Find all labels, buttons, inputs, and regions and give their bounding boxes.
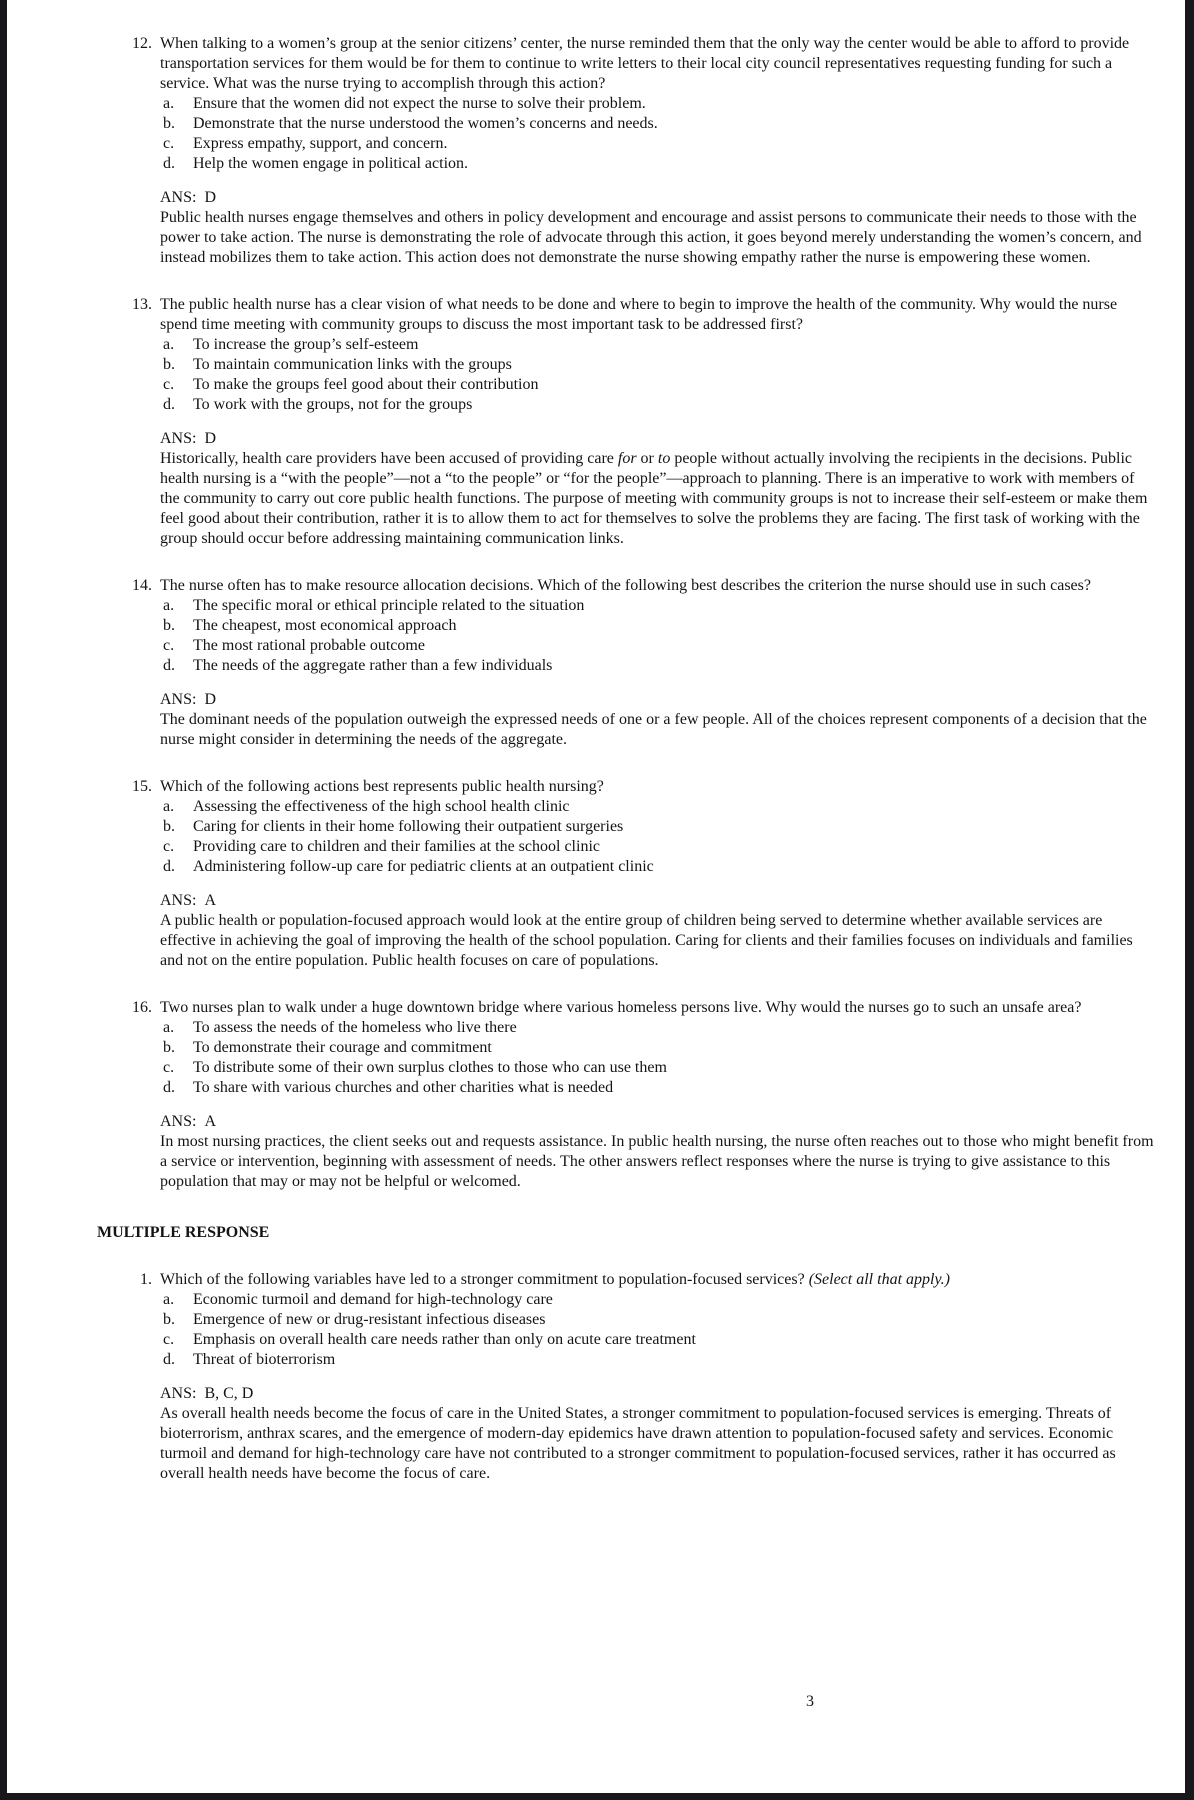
- option-letter: c.: [163, 637, 175, 654]
- option-letter: c.: [163, 1331, 175, 1348]
- question-number: 13.: [132, 296, 152, 313]
- option-text: Assessing the effectiveness of the high school health clinic: [193, 798, 570, 815]
- option-letter: a.: [163, 1291, 175, 1308]
- option-text: Express empathy, support, and concern.: [193, 135, 448, 152]
- option-text: Economic turmoil and demand for high-technology care: [193, 1291, 553, 1308]
- option-text: To share with various churches and other charities what is needed: [193, 1079, 614, 1096]
- option-letter: b.: [163, 1311, 175, 1328]
- options-list: [0, 596, 1194, 676]
- answer-label: ANS:: [160, 189, 197, 206]
- option-row: [0, 1290, 1194, 1310]
- answer-rationale: Historically, health care providers have been accused of providing care for or to people without actually involving the recipients in the decisions. Public health nursing is a “with the people”—not a “to the people” or “for the people”—approach to planning. There is an imperative to work with members of the community to carry out core public health functions. The purpose of meeting with community groups is not to increase their self-esteem or make them feel good about their contribution, rather it is to allow them to act for themselves to solve the problems they are facing. The first task of working with the group should occur before addressing maintaining communication links.: [160, 450, 1148, 547]
- option-row: [0, 636, 1194, 656]
- option-row: [0, 1350, 1194, 1370]
- option-text: Administering follow-up care for pediatric clients at an outpatient clinic: [193, 858, 654, 875]
- answer-label: ANS:: [160, 1385, 197, 1402]
- answer-rationale: The dominant needs of the population outweigh the expressed needs of one or a few people. All of the choices represent components of a decision that the nurse might consider in determining the needs of the aggregate.: [160, 711, 1147, 748]
- option-text: The cheapest, most economical approach: [193, 617, 457, 634]
- option-text: To maintain communication links with the groups: [193, 356, 512, 373]
- answer-rationale: Public health nurses engage themselves and others in policy development and encourage and assist persons to communicate their needs to those with the power to take action. The nurse is demonstrating the role of advocate through this action, it goes beyond merely understanding the women’s concern, and instead mobilizes them to take action. This action does not demonstrate the nurse showing empathy rather the nurse is empowering these women.: [160, 209, 1142, 266]
- question-section: [0, 1223, 1194, 1484]
- answer-line: [0, 891, 1194, 911]
- question-block: [0, 1270, 1194, 1484]
- answer-line: [0, 429, 1194, 449]
- option-row: [0, 616, 1194, 636]
- options-list: [0, 1018, 1194, 1098]
- page-number: 3: [806, 1693, 814, 1710]
- question-stem: Two nurses plan to walk under a huge downtown bridge where various homeless persons live. Why would the nurses go to such an unsafe area?: [160, 999, 1082, 1016]
- option-text: Demonstrate that the nurse understood the women’s concerns and needs.: [193, 115, 658, 132]
- option-row: [0, 797, 1194, 817]
- question-block: [0, 34, 1194, 268]
- options-list: [0, 335, 1194, 415]
- option-row: [0, 154, 1194, 174]
- option-text: Threat of bioterrorism: [193, 1351, 336, 1368]
- option-row: [0, 817, 1194, 837]
- page-bottom-edge: [0, 1793, 1194, 1800]
- answer-value: D: [204, 691, 217, 708]
- question-stem-row: [0, 1270, 1194, 1290]
- option-text: Caring for clients in their home following their outpatient surgeries: [193, 818, 624, 835]
- option-row: [0, 1310, 1194, 1330]
- option-row: [0, 1038, 1194, 1058]
- answer-line: [0, 1112, 1194, 1132]
- question-stem-row: [0, 34, 1194, 94]
- question-stem: Which of the following actions best represents public health nursing?: [160, 778, 604, 795]
- section-heading: MULTIPLE RESPONSE: [97, 1224, 270, 1241]
- option-row: [0, 596, 1194, 616]
- option-text: To assess the needs of the homeless who live there: [193, 1019, 517, 1036]
- option-letter: d.: [163, 1079, 175, 1096]
- option-text: To increase the group’s self-esteem: [193, 336, 419, 353]
- question-block: [0, 576, 1194, 750]
- answer-rationale: In most nursing practices, the client seeks out and requests assistance. In public health nursing, the nurse often reaches out to those who might benefit from a service or intervention, beginning with assessment of needs. The other answers reflect responses where the nurse is trying to give assistance to this population that may or may not be helpful or welcomed.: [160, 1133, 1154, 1190]
- answer-line: [0, 1384, 1194, 1404]
- option-text: To make the groups feel good about their contribution: [193, 376, 539, 393]
- option-text: The needs of the aggregate rather than a few individuals: [193, 657, 553, 674]
- option-row: [0, 1058, 1194, 1078]
- options-list: [0, 94, 1194, 174]
- option-letter: c.: [163, 135, 175, 152]
- option-letter: d.: [163, 858, 175, 875]
- question-stem: Which of the following variables have led to a stronger commitment to population-focused services? (Select all that apply.): [160, 1271, 950, 1288]
- option-row: [0, 1018, 1194, 1038]
- option-letter: d.: [163, 396, 175, 413]
- question-stem-row: [0, 777, 1194, 797]
- option-text: To distribute some of their own surplus clothes to those who can use them: [193, 1059, 667, 1076]
- option-text: Emphasis on overall health care needs rather than only on acute care treatment: [193, 1331, 696, 1348]
- question-number: 15.: [132, 778, 152, 795]
- option-letter: a.: [163, 798, 175, 815]
- option-letter: b.: [163, 356, 175, 373]
- option-letter: d.: [163, 155, 175, 172]
- option-row: [0, 94, 1194, 114]
- option-letter: a.: [163, 1019, 175, 1036]
- answer-value: B, C, D: [204, 1385, 254, 1402]
- option-row: [0, 857, 1194, 877]
- question-block: [0, 295, 1194, 549]
- option-row: [0, 1078, 1194, 1098]
- option-letter: a.: [163, 597, 175, 614]
- answer-label: ANS:: [160, 430, 197, 447]
- question-stem: When talking to a women’s group at the senior citizens’ center, the nurse reminded them that the only way the center would be able to afford to provide transportation services for them would be for them to continue to write letters to their local city council representatives requesting funding for such a service. What was the nurse trying to accomplish through this action?: [160, 35, 1130, 92]
- options-list: [0, 1290, 1194, 1370]
- question-number: 1.: [140, 1271, 152, 1288]
- option-letter: d.: [163, 1351, 175, 1368]
- answer-label: ANS:: [160, 1113, 197, 1130]
- option-letter: b.: [163, 115, 175, 132]
- answer-label: ANS:: [160, 892, 197, 909]
- option-letter: c.: [163, 1059, 175, 1076]
- option-letter: a.: [163, 336, 175, 353]
- option-text: Providing care to children and their families at the school clinic: [193, 838, 600, 855]
- option-row: [0, 355, 1194, 375]
- question-number: 12.: [132, 35, 152, 52]
- option-letter: b.: [163, 617, 175, 634]
- option-letter: a.: [163, 95, 175, 112]
- option-row: [0, 837, 1194, 857]
- option-row: [0, 134, 1194, 154]
- question-stem-row: [0, 576, 1194, 596]
- option-text: Help the women engage in political action.: [193, 155, 469, 172]
- answer-label: ANS:: [160, 691, 197, 708]
- option-text: To demonstrate their courage and commitment: [193, 1039, 492, 1056]
- options-list: [0, 797, 1194, 877]
- question-stem: The public health nurse has a clear vision of what needs to be done and where to begin to improve the health of the community. Why would the nurse spend time meeting with community groups to discuss the most important task to be addressed first?: [160, 296, 1118, 333]
- option-row: [0, 114, 1194, 134]
- option-letter: c.: [163, 376, 175, 393]
- option-row: [0, 375, 1194, 395]
- question-block: [0, 777, 1194, 971]
- answer-value: D: [204, 189, 217, 206]
- answer-rationale: A public health or population-focused approach would look at the entire group of children being served to determine whether available services are effective in achieving the goal of improving the health of the school population. Caring for clients and their families focuses on individuals and families and not on the entire population. Public health focuses on care of populations.: [160, 912, 1133, 969]
- option-text: The most rational probable outcome: [193, 637, 425, 654]
- option-text: Emergence of new or drug-resistant infectious diseases: [193, 1311, 546, 1328]
- option-letter: d.: [163, 657, 175, 674]
- option-row: [0, 335, 1194, 355]
- answer-value: A: [204, 1113, 217, 1130]
- question-stem-row: [0, 295, 1194, 335]
- answer-rationale: As overall health needs become the focus of care in the United States, a stronger commitment to population-focused services is emerging. Threats of bioterrorism, anthrax scares, and the emergence of modern-day epidemics have drawn attention to population-focused safety and services. Economic turmoil and demand for high-technology care have not contributed to a stronger commitment to population-focused services, rather it has occurred as overall health needs have become the focus of care.: [160, 1405, 1116, 1482]
- answer-value: D: [204, 430, 217, 447]
- option-row: [0, 395, 1194, 415]
- question-number: 16.: [132, 999, 152, 1016]
- option-row: [0, 1330, 1194, 1350]
- answer-line: [0, 188, 1194, 208]
- question-section: [0, 34, 1194, 1192]
- option-text: To work with the groups, not for the groups: [193, 396, 473, 413]
- option-letter: c.: [163, 838, 175, 855]
- option-text: The specific moral or ethical principle related to the situation: [193, 597, 585, 614]
- answer-value: A: [204, 892, 217, 909]
- question-block: [0, 998, 1194, 1192]
- question-stem: The nurse often has to make resource allocation decisions. Which of the following best describes the criterion the nurse should use in such cases?: [160, 577, 1091, 594]
- option-text: Ensure that the women did not expect the nurse to solve their problem.: [193, 95, 646, 112]
- document-content: [0, 34, 1194, 1484]
- answer-line: [0, 690, 1194, 710]
- option-row: [0, 656, 1194, 676]
- option-letter: b.: [163, 1039, 175, 1056]
- option-letter: b.: [163, 818, 175, 835]
- question-stem-row: [0, 998, 1194, 1018]
- question-number: 14.: [132, 577, 152, 594]
